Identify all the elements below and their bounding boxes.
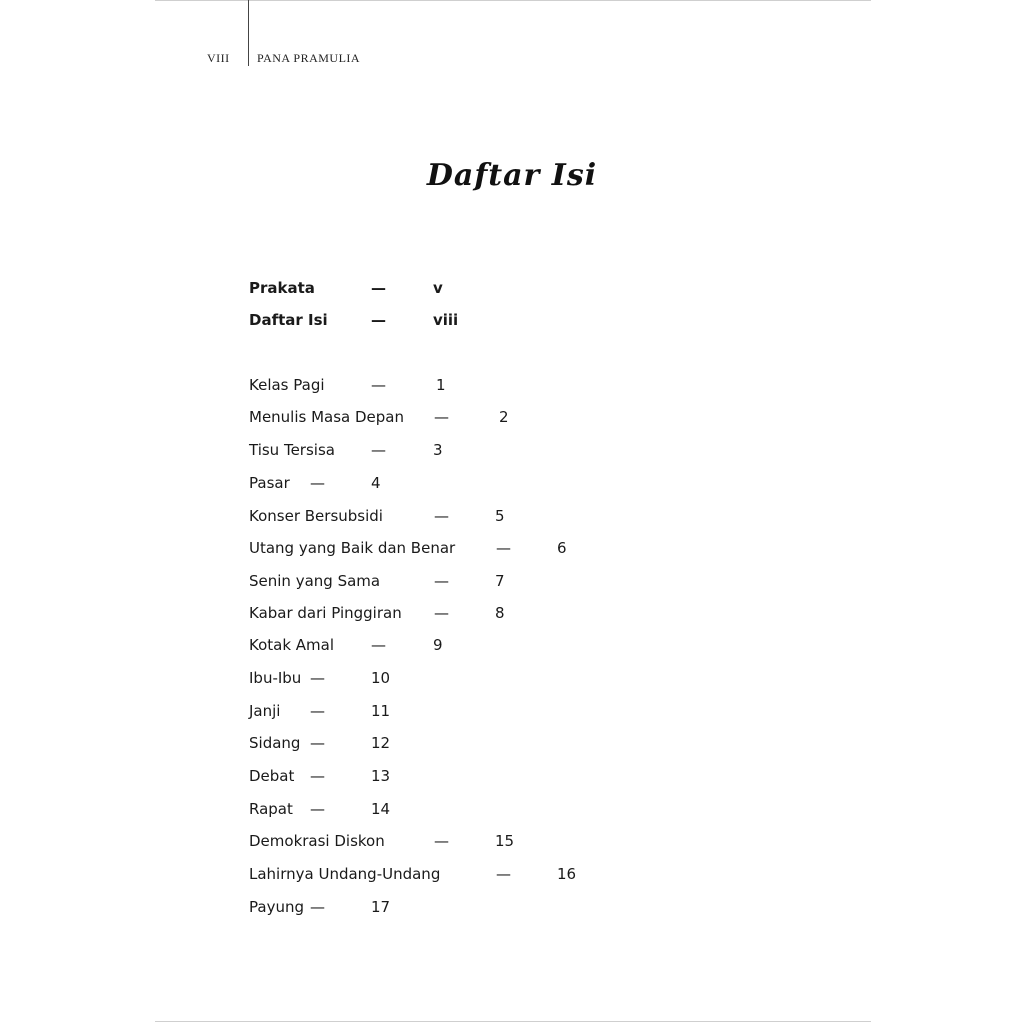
toc-entry (0, 604, 1024, 632)
toc-entry-title: Demokrasi Diskon (249, 832, 385, 850)
toc-entry-page-number: 13 (371, 767, 391, 785)
toc-entry-title: Pasar (249, 474, 290, 492)
toc-entry-title: Rapat (249, 800, 293, 818)
toc-entry-page-number: viii (433, 311, 459, 329)
toc-entry (0, 767, 1024, 795)
toc-entry-dash: — (496, 539, 511, 557)
toc-entry (0, 832, 1024, 860)
toc-entry-page-number: v (433, 279, 443, 297)
toc-entry-title: Ibu-Ibu (249, 669, 302, 687)
toc-entry-dash: — (371, 441, 386, 459)
toc-entry-page-number: 6 (557, 539, 567, 557)
toc-entry-page-number: 1 (436, 376, 446, 394)
toc-entry-title: Lahirnya Undang-Undang (249, 865, 441, 883)
toc-entry (0, 376, 1024, 404)
toc-entry-title: Daftar Isi (249, 311, 328, 329)
toc-entry-dash: — (310, 474, 325, 492)
toc-entry (0, 800, 1024, 828)
toc-entry (0, 507, 1024, 535)
toc-entry-dash: — (310, 767, 325, 785)
toc-entry-page-number: 3 (433, 441, 443, 459)
toc-entry-dash: — (371, 279, 386, 297)
toc-entry (0, 441, 1024, 469)
toc-entry-page-number: 15 (495, 832, 515, 850)
toc-entry-dash: — (371, 376, 386, 394)
toc-entry (0, 408, 1024, 436)
toc-entry (0, 702, 1024, 730)
toc-entry-page-number: 8 (495, 604, 505, 622)
toc-entry-title: Kotak Amal (249, 636, 335, 654)
toc-entry (0, 734, 1024, 762)
toc-entry (0, 636, 1024, 664)
page-title: Daftar Isi (426, 158, 598, 193)
toc-entry-title: Sidang (249, 734, 301, 752)
toc-entry-page-number: 11 (371, 702, 391, 720)
toc-entry (0, 898, 1024, 926)
toc-entry-title: Payung (249, 898, 304, 916)
toc-entry-dash: — (371, 311, 386, 329)
toc-entry (0, 572, 1024, 600)
toc-entry-dash: — (310, 898, 325, 916)
bottom-page-edge (155, 1021, 871, 1022)
toc-entry-title: Kelas Pagi (249, 376, 325, 394)
toc-entry-page-number: 10 (371, 669, 391, 687)
toc-entry-dash: — (496, 865, 511, 883)
toc-entry-dash: — (434, 507, 449, 525)
toc-entry-dash: — (310, 669, 325, 687)
toc-entry-dash: — (434, 572, 449, 590)
toc-entry-page-number: 7 (495, 572, 505, 590)
toc-entry-page-number: 16 (557, 865, 577, 883)
toc-entry-page-number: 9 (433, 636, 443, 654)
toc-entry-page-number: 2 (499, 408, 509, 426)
toc-entry-title: Prakata (249, 279, 315, 297)
toc-entry-dash: — (434, 408, 449, 426)
toc-entry-title: Menulis Masa Depan (249, 408, 405, 426)
toc-entry-page-number: 12 (371, 734, 391, 752)
toc-entry (0, 865, 1024, 893)
toc-entry-page-number: 14 (371, 800, 391, 818)
toc-entry-page-number: 5 (495, 507, 505, 525)
toc-entry-dash: — (434, 604, 449, 622)
toc-entry-title: Konser Bersubsidi (249, 507, 383, 525)
toc-entry-title: Senin yang Sama (249, 572, 381, 590)
page-number: VIII (207, 51, 230, 65)
toc-entry-title: Utang yang Baik dan Benar (249, 539, 456, 557)
toc-entry-title: Tisu Tersisa (249, 441, 335, 459)
toc-entry (0, 539, 1024, 567)
toc-entry-dash: — (310, 734, 325, 752)
running-head-author: PANA PRAMULIA (257, 51, 361, 65)
toc-entry-dash: — (310, 702, 325, 720)
toc-entry-page-number: 4 (371, 474, 381, 492)
toc-entry (0, 669, 1024, 697)
toc-entry (0, 311, 1024, 339)
toc-entry-dash: — (434, 832, 449, 850)
toc-entry-page-number: 17 (371, 898, 391, 916)
toc-entry-dash: — (371, 636, 386, 654)
toc-entry-dash: — (310, 800, 325, 818)
toc-entry-title: Janji (249, 702, 281, 720)
toc-entry (0, 474, 1024, 502)
toc-entry-title: Debat (249, 767, 295, 785)
toc-entry-title: Kabar dari Pinggiran (249, 604, 402, 622)
toc-entry (0, 279, 1024, 307)
